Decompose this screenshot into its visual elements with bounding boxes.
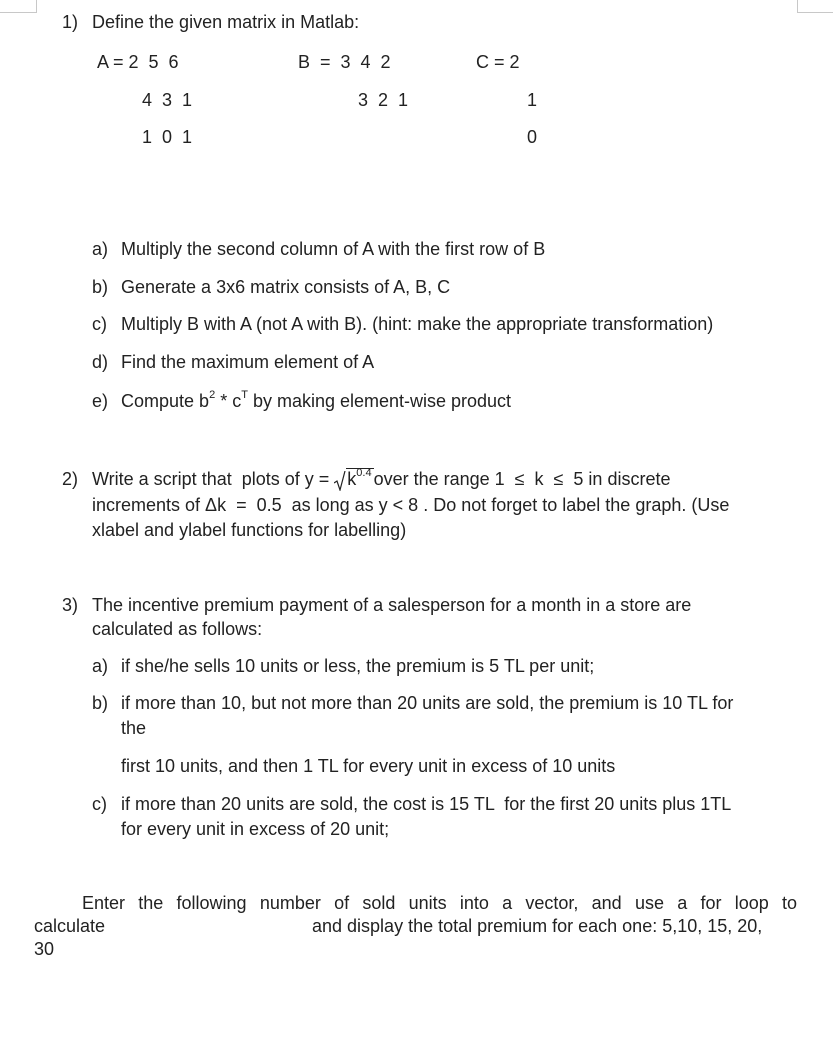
q2-line3: xlabel and ylabel functions for labelling)	[92, 520, 407, 540]
q1-item-letter: b)	[92, 277, 109, 297]
formula-mid: * c	[215, 391, 242, 411]
q3-final-line2-left: calculate	[34, 916, 106, 936]
q1-item-text: Multiply B with A (not A with B). (hint: make the appropriate transformation)	[121, 314, 714, 334]
matrix-a-row3: 1 0 1	[142, 127, 193, 147]
sqrt-radical-icon	[334, 471, 346, 491]
q3-item-b-line2: the	[121, 718, 147, 738]
sqrt-expression	[334, 468, 373, 490]
q1-number: 1)	[62, 12, 79, 32]
sqrt-exponent: 0.4	[356, 467, 372, 479]
matrix-c-label-row1: C = 2	[476, 52, 520, 72]
matrix-a-label-row1: A = 2 5 6	[97, 52, 179, 72]
sqrt-radicand: k	[347, 469, 357, 489]
q3-line2: calculated as follows:	[92, 619, 263, 639]
q3-item-c-line1: if more than 20 units are sold, the cost is 15 TL for the first 20 units plus 1TL	[121, 794, 732, 814]
q3-final-line2-right: and display the total premium for each one: 5,10, 15, 20,	[312, 916, 763, 936]
formula-post: by making element-wise product	[247, 391, 512, 411]
q1-item-letter: e)	[92, 391, 109, 411]
q3-final-line1: Enter the following number of sold units into a vector, and use a for loop to	[82, 893, 797, 913]
q2-line1-pre: Write a script that plots of y =	[92, 469, 335, 489]
q3-item-a-text: if she/he sells 10 units or less, the premium is 5 TL per unit;	[121, 656, 595, 676]
q1-item-letter: c)	[92, 314, 107, 334]
q3-item-letter: b)	[92, 693, 109, 713]
q2-line1	[92, 468, 670, 490]
q2-number: 2)	[62, 469, 79, 489]
q1-item-text: Generate a 3x6 matrix consists of A, B, C	[121, 277, 451, 297]
q3-final-line3: 30	[34, 939, 55, 959]
formula-sup-t: T	[241, 389, 248, 401]
matrix-c-row3: 0	[527, 127, 538, 147]
q3-item-b-line1: if more than 10, but not more than 20 units are sold, the premium is 10 TL for	[121, 693, 734, 713]
q2-line1-post: over the range 1 ≤ k ≤ 5 in discrete	[373, 469, 671, 489]
q1-item-text: Find the maximum element of A	[121, 352, 375, 372]
q1-item-e-formula	[121, 390, 511, 412]
q3-item-letter: a)	[92, 656, 109, 676]
formula-sup-b: 2	[209, 389, 216, 401]
q3-number: 3)	[62, 595, 79, 615]
q1-item-letter: d)	[92, 352, 109, 372]
q2-line2: increments of Δk = 0.5 as long as y < 8 . Do not forget to label the graph. (Use	[92, 495, 730, 515]
q3-line1: The incentive premium payment of a salesperson for a month in a store are	[92, 595, 692, 615]
matrix-b-row2: 3 2 1	[358, 90, 409, 110]
page-corner-mark-right	[797, 0, 833, 13]
q1-item-letter: a)	[92, 239, 109, 259]
q1-item-text: Multiply the second column of A with the first row of B	[121, 239, 546, 259]
q3-item-b-line3: first 10 units, and then 1 TL for every unit in excess of 10 units	[121, 756, 616, 776]
q3-item-c-line2: for every unit in excess of 20 unit;	[121, 819, 390, 839]
q1-title: Define the given matrix in Matlab:	[92, 12, 360, 32]
matrix-c-row2: 1	[527, 90, 538, 110]
q3-item-letter: c)	[92, 794, 107, 814]
matrix-b-label-row1: B = 3 4 2	[298, 52, 391, 72]
matrix-a-row2: 4 3 1	[142, 90, 193, 110]
page-corner-mark-left	[0, 0, 37, 13]
formula-pre: Compute b	[121, 391, 210, 411]
